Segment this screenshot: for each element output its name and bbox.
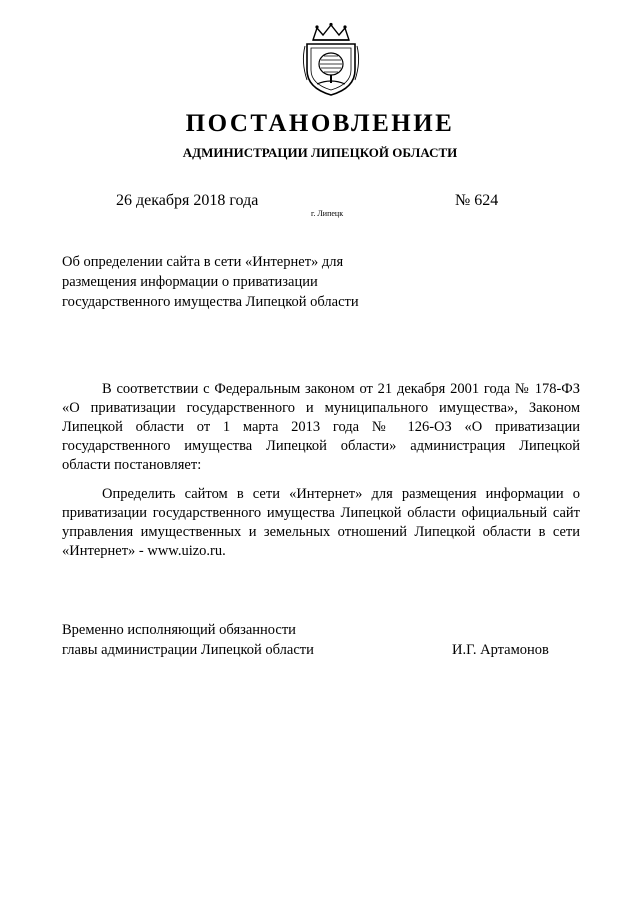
document-date: 26 декабря 2018 года — [116, 192, 259, 209]
document-city: г. Липецк — [311, 209, 344, 218]
coat-of-arms-icon — [297, 22, 365, 98]
signature-position-line: Временно исполняющий обязанности — [62, 622, 296, 638]
subject-line: государственного имущества Липецкой области — [62, 294, 359, 310]
document-title: ПОСТАНОВЛЕНИЕ — [185, 110, 455, 137]
document-subtitle: АДМИНИСТРАЦИИ ЛИПЕЦКОЙ ОБЛАСТИ — [182, 145, 458, 160]
signature-name: И.Г. Артамонов — [452, 642, 549, 658]
document-subject — [62, 252, 382, 312]
body-paragraph: Определить сайтом в сети «Интернет» для размещения информации о приватизации государственного имущества Липецкой области официальный сайт управления имущественных и земельных отношений Липецкой области в сети «Интернет» - www.uizo.ru. — [62, 486, 580, 559]
signature-position — [62, 620, 362, 660]
body-paragraph: В соответствии с Федеральным законом от 21 декабря 2001 года № 178-ФЗ «О приватизации государственного и муниципального имущества», Законом Липецкой области от 1 марта 2013 года № 126-ОЗ «О приватизации государственного имущества Липецкой области» администрация Липецкой области постановляет: — [62, 381, 580, 473]
document-number: № 624 — [455, 192, 499, 209]
signature-position-line: главы администрации Липецкой области — [62, 642, 314, 658]
subject-line: размещения информации о приватизации — [62, 274, 318, 290]
subject-line: Об определении сайта в сети «Интернет» для — [62, 254, 344, 270]
document-body — [62, 380, 580, 571]
